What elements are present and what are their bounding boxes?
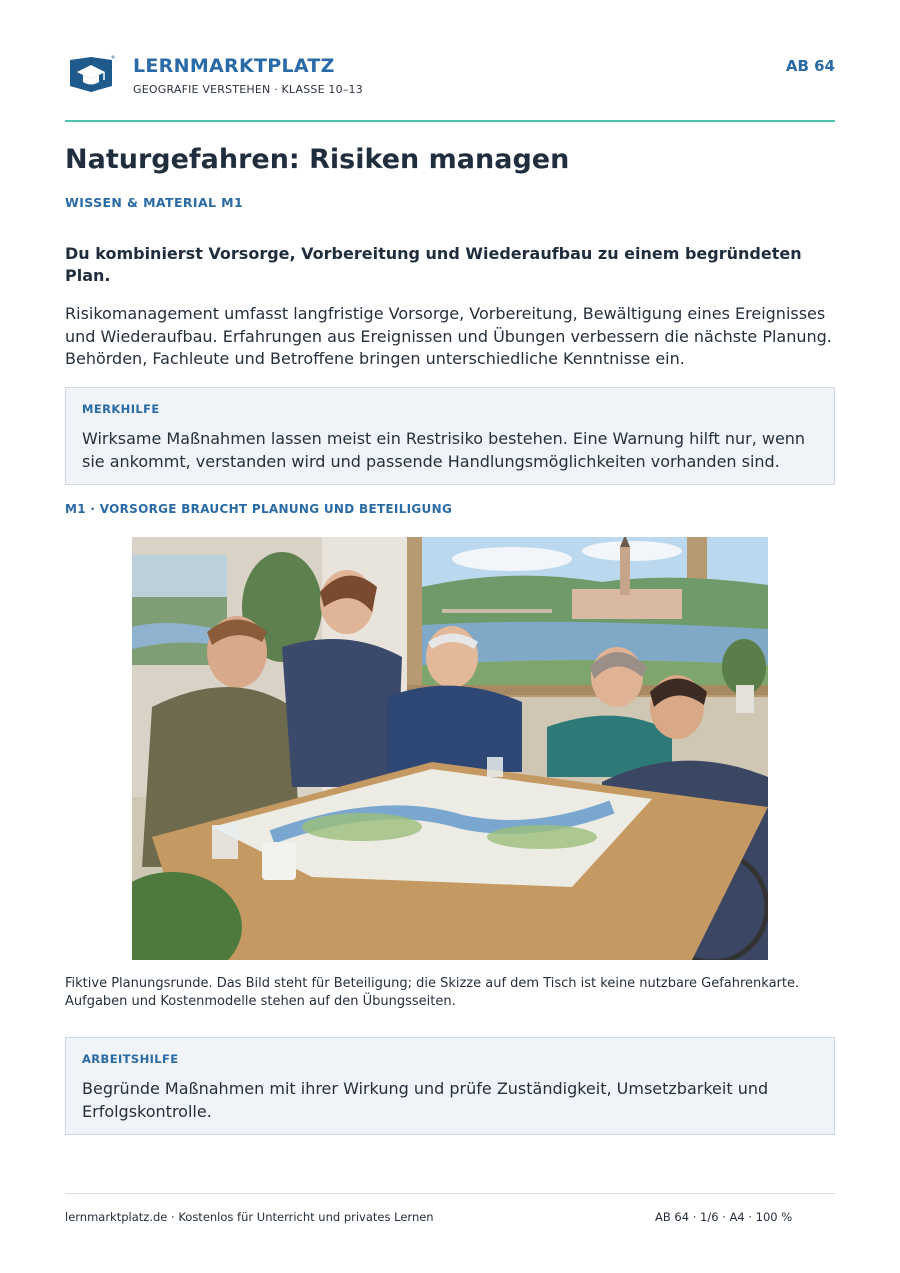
footer-page-info: AB 64 · 1/6 · A4 · 100 % <box>655 1210 793 1224</box>
lead-text: Du kombinierst Vorsorge, Vorbereitung und Wiederaufbau zu einem begründeten Plan. <box>65 244 802 285</box>
merkhilfe-label: MERKHILFE <box>82 402 160 416</box>
merkhilfe-box <box>65 387 835 485</box>
arbeitshilfe-box <box>65 1037 835 1135</box>
page-title: Naturgefahren: Risiken managen <box>65 144 570 175</box>
section-kicker: WISSEN & MATERIAL M1 <box>65 195 244 210</box>
brand-name: LERNMARKTPLATZ <box>133 55 335 77</box>
graduation-cap-book-icon <box>67 54 115 94</box>
body-text: Risikomanagement umfasst langfristige Vorsorge, Vorbereitung, Bewältigung eines Ereignisses und Wiederaufbau. Erfahrungen aus Ereignissen und Übungen verbessern die nächste Planung. Behörden, Fachleute und Betroffene bringen unterschiedliche Kenntnisse ein. <box>65 304 832 368</box>
arbeitshilfe-text: Begründe Maßnahmen mit ihrer Wirkung und prüfe Zuständigkeit, Umsetzbarkeit und Erfolgskontrolle. <box>82 1079 769 1121</box>
footer-divider <box>65 1193 835 1194</box>
planning-meeting-illustration <box>132 537 768 960</box>
header-divider <box>65 120 835 122</box>
footer-site-link[interactable]: lernmarktplatz.de · Kostenlos für Unterricht und privates Lernen <box>65 1210 434 1224</box>
arbeitshilfe-label: ARBEITSHILFE <box>82 1052 179 1066</box>
brand-subtitle: GEOGRAFIE VERSTEHEN · KLASSE 10–13 <box>133 83 363 96</box>
figure-caption: Fiktive Planungsrunde. Das Bild steht für Beteiligung; die Skizze auf dem Tisch ist keine nutzbare Gefahrenkarte. Aufgaben und Kostenmodelle stehen auf den Übungsseiten. <box>65 976 800 1009</box>
page-header <box>65 52 835 102</box>
material-label: M1 · VORSORGE BRAUCHT PLANUNG UND BETEILIGUNG <box>65 502 453 516</box>
sheet-code: AB 64 <box>785 57 835 75</box>
merkhilfe-text: Wirksame Maßnahmen lassen meist ein Restrisiko bestehen. Eine Warnung hilft nur, wenn sie ankommt, verstanden wird und passende Handlungsmöglichkeiten vorhanden sind. <box>82 429 806 471</box>
